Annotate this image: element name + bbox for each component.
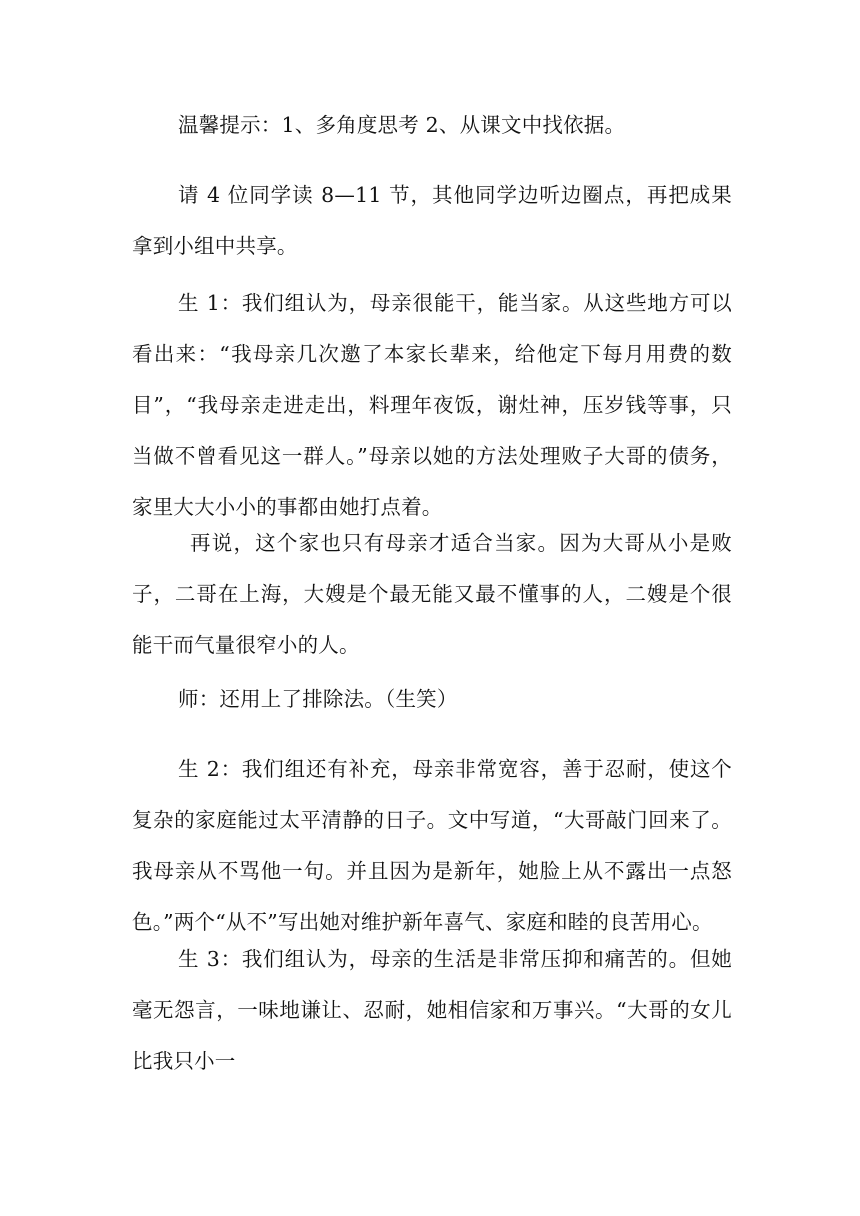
paragraph-tip: 温馨提示：1、多角度思考 2、从课文中找依据。	[178, 113, 626, 137]
paragraph-student-2: 生 2：我们组还有补充，母亲非常宽容，善于忍耐，使这个复杂的家庭能过太平清静的日子。文中写道，“大哥敲门回来了。我母亲从不骂他一句。并且因为是新年，她脸上从不露出一点怒色。”两个“从不”写出她对维护新年喜气、家庭和睦的良苦用心。	[132, 757, 732, 934]
paragraph-student-3: 生 3：我们组认为，母亲的生活是非常压抑和痛苦的。但她毫无怨言，一味地谦让、忍耐，她相信家和万事兴。“大哥的女儿比我只小一	[132, 947, 732, 1073]
paragraph-teacher-remark: 师：还用上了排除法。（生笑）	[178, 687, 458, 711]
paragraph-instruction: 请 4 位同学读 8—11 节，其他同学边听边圈点，再把成果拿到小组中共享。	[132, 183, 732, 258]
paragraph-student-1-continued: 再说，这个家也只有母亲才适合当家。因为大哥从小是败子，二哥在上海，大嫂是个最无能又最不懂事的人，二嫂是个很能干而气量很窄小的人。	[132, 531, 732, 657]
paragraph-student-1: 生 1：我们组认为，母亲很能干，能当家。从这些地方可以看出来：“我母亲几次邀了本家长辈来，给他定下每月用费的数目”，“我母亲走进走出，料理年夜饭，谢灶神，压岁钱等事，只当做不曾看见这一群人。”母亲以她的方法处理败子大哥的债务，家里大大小小的事都由她打点着。	[132, 291, 732, 519]
